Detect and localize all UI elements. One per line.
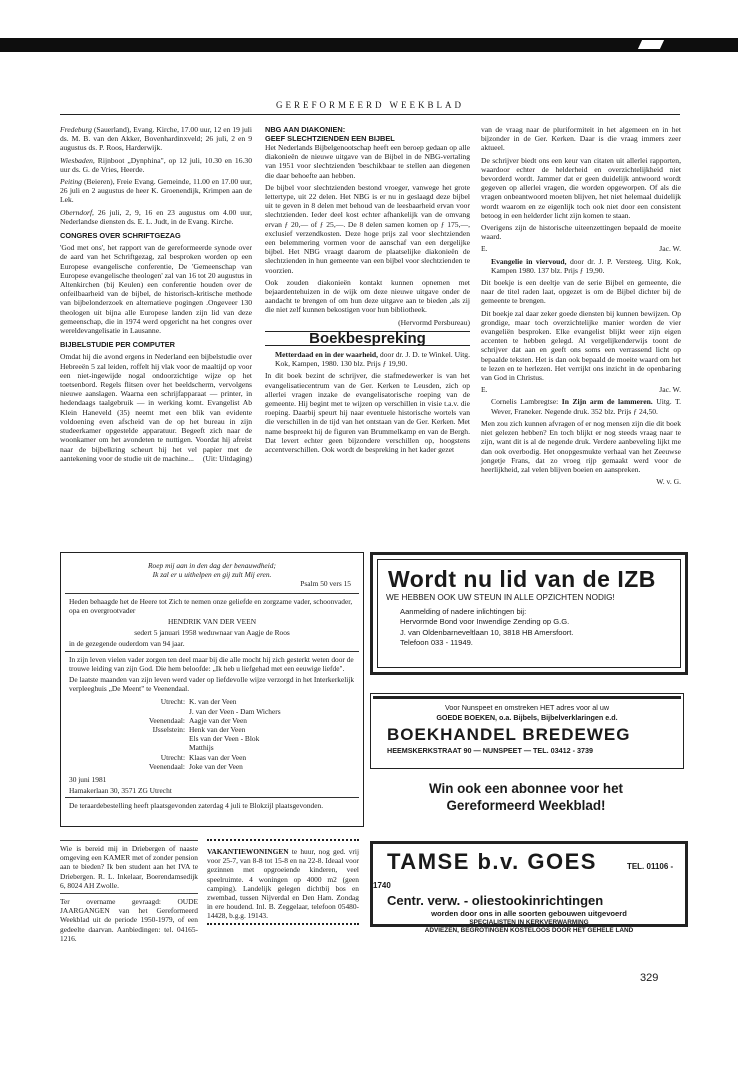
signature-name: Jac. W. <box>659 244 681 254</box>
obituary-funeral: De teraardebestelling heeft plaatsgevonden zaterdag 4 juli te Blokzijl plaatsgevonden. <box>69 801 324 811</box>
relative-row <box>69 697 355 706</box>
relative-place: IJsselstein: <box>152 725 185 735</box>
border-bottom <box>207 923 359 929</box>
deceased-subline: sedert 5 januari 1958 weduwnaar van Aagje de Roos <box>134 628 290 638</box>
advert-title: BOEKHANDEL BREDEWEG <box>387 725 631 744</box>
book-details: Uitg. T. Wever, Franeker. Negende druk. 352 blz. Prijs ƒ 24,50. <box>491 397 681 416</box>
relative-place: Utrecht: <box>160 697 185 707</box>
classified-jaargangen: Ter overname gevraagd: OUDE JAARGANGEN van het Gereformeerd Weekblad uit de periode 1950-1979, of een gedeelte daarvan. Aanbiedingen: tel. 04165-1216. <box>60 897 198 943</box>
signature-3: W. v. G. <box>656 477 681 487</box>
divider <box>65 593 359 594</box>
place-name: Oberndorf, <box>60 207 94 217</box>
relative-place <box>69 743 189 752</box>
heading-nbg-2: GEEF SLECHTZIENDEN EEN BIJBEL <box>265 134 395 143</box>
review-p2: De schrijver biedt ons een keur van citaten uit allerlei rapporten, waardoor echter de helderheid en overzichtelijkheid niet bevorderd wordt. Jammer dat er geen duidelijk antwoord wordt gegeven op allerlei vragen, die worden opgeworpen. Of als die vragen onbeantwoord moeten blijven, het niet helemaal duidelijk wordt waarom en ze eigenlijk toch ook niet door een consistent betoog in een helderder licht zijn komen te staan. <box>481 155 681 220</box>
scan-edge-gap <box>638 40 664 49</box>
relative-row <box>69 734 355 743</box>
book-2-meta <box>481 257 681 275</box>
deceased-name: HENDRIK VAN DER VEEN <box>167 617 257 627</box>
column-2 <box>265 125 470 457</box>
review-p3: Overigens zijn de historische uiteenzettingen bepaald de moeite waard. <box>481 223 681 242</box>
relative-place: Utrecht: <box>160 752 185 762</box>
book-details: door dr. J. P. Versteeg. Uitg. Kok, Kampen 1980. 137 blz. Prijs ƒ 19,90. <box>491 256 681 275</box>
advert-line: Telefoon 033 - 11949. <box>400 638 473 648</box>
divider <box>65 651 359 652</box>
advert-subtitle: WE HEBBEN OOK UW STEUN IN ALLE OPZICHTEN NODIG! <box>386 593 615 602</box>
page-number: 329 <box>640 972 659 984</box>
article-nbg-p2: De bijbel voor slechtzienden bestond vroeger, vanwege het grote lettertype, uit 22 delen. Het NBG is er nu in geslaagd deze bijbel uit te geven in 8 delen met behoud van de leesbaarheid ervan voor slechtzienden. Ieder deel kost echter afhankelijk van de omvang ervan ƒ 20,— of ƒ 25,—. De 8 delen samen komen op ƒ 175,—, exclusief verzendkosten. Deze hoge prijs zal voor slechtzienden een belemmering vormen voor de aanschaf van een dergelijke bijbel. Het NBG vraagt daarom de plaatselijke diakonieën de slechtzienden in hun gemeente van een bijbel voor slechtzienden te voorzien. <box>265 182 470 275</box>
place-name: Fredeburg <box>60 125 92 134</box>
signature-2 <box>481 385 681 394</box>
relative-place <box>69 734 189 743</box>
relative-name: Klaas van der Veen <box>189 752 247 762</box>
relative-row <box>69 725 355 734</box>
book-author: Cornelis Lambregtse: <box>491 397 559 407</box>
vakantie-body: te huur, nog ged. vrij voor 25-7, van 8-8 tot 15-8 en na 22-8. Ideaal voor gezinnen met opgroeiende kinderen, veel speelruimte. 4 woningen op 4000 m2 (geen camping). Landelijk gelegen dichtbij bos en zwembad, tussen Nijverdal en Den Ham. Zondag in ere houdend. Inl. B. Zeggelaar, telefoon 05480-14428, b.g.g. 19143. <box>207 847 359 921</box>
classified-kamer: Wie is bereid mij in Driebergen of naaste omgeving een KAMER met of zonder pension aan te bieden? Ik ben student aan het IVA te Driebergen. R. L. Inkelaar, Boerendamsedijk 6, 8024 AH Zwolle. <box>60 844 198 890</box>
obituary-address: Hamakerlaan 30, 3571 ZG Utrecht <box>69 786 172 796</box>
relative-name: Matthijs <box>189 743 214 753</box>
review-p6: Men zou zich kunnen afvragen of er nog mensen zijn die dit boek niet gelezen hebben? En toch blijkt er nog steeds vraag naar te zijn, want dit is al de negende druk. Verdere aanbeveling lijkt me dan ook overbodig. Het onopgesmukte verhaal van het Zeeuwse jongetje Frans, dat zo vroeg rijp gemaakt werd voor de heerlijkheid, zal velen blijven boeien en aanspreken. <box>481 418 681 474</box>
advert-line: Voor Nunspeet en omstreken HET adres voor al uw <box>444 703 610 712</box>
article-nbg-p1: Het Nederlands Bijbelgenootschap heeft een beroep gedaan op alle diakonieën de nieuwe uitgave van de Bijbel in de NBG-vertaling van 1951 voor slechtzienden 'beschikbaar te stellen aan diegenen die daar behoefte aan hebben. <box>265 143 470 180</box>
service-text: (Sauerland), Evang. Kirche, 17.00 uur, 12 en 19 juli ds. M. B. van den Akker, Bovenhardinxveld; 26 juli, 2 en 9 augustus ds. P. Roos, Harderwijk. <box>60 125 252 153</box>
book-title: Evangelie in viervoud, <box>491 256 567 266</box>
classified-vakantie <box>207 837 359 931</box>
advert-line: Centr. verw. - oliestookinrichtingen <box>387 893 604 908</box>
divider <box>60 840 198 841</box>
divider <box>65 797 359 798</box>
masthead-rule <box>60 114 680 115</box>
advert-izb <box>370 552 688 675</box>
place-name: Peiting <box>60 177 82 187</box>
source-credit: (Uit: Uitdaging) <box>202 453 252 463</box>
article-congres: 'God met ons', het rapport van de gereformeerde synode over de aard van het Schriftgezag, zal besproken worden op een Europese evangelische conferentie, De 'Gemeenschap van Europese evangelische theologen' zal van 16 tot 20 augustus in Altenkirchen (bij Keulen) een conferentie houden over de onfeilbaarheid van de bijbel, de historisch-kritische methode van bijbelonderzoek en alternatieve pogingen .Ongeveer 130 theologen uit bijna alle Europese landen zijn lid van deze gemeenschap, die in 1974 werd opgericht na het congres over wereldevangelisatie in Lausanne. <box>60 243 252 336</box>
service-peiting <box>60 177 252 205</box>
subscriber-call <box>370 780 682 814</box>
advert-rule <box>373 696 681 699</box>
heading-congres: CONGRES OVER SCHRIFTGEZAG <box>60 231 181 241</box>
relative-row <box>69 716 355 725</box>
review-p4: Dit boekje is een deeltje van de serie Bijbel en gemeente, die naar de titel raden laat, opgezet is om de Bijbel dichter bij de gemeente te brengen. <box>481 278 681 306</box>
advert-phone: TEL. 01106 - 1740 <box>373 862 674 890</box>
book-1-meta <box>265 350 470 368</box>
vakantie-heading: VAKANTIEWONINGEN <box>207 847 289 856</box>
relative-name: J. van der Veen - Dam Wichers <box>189 706 281 716</box>
psalm-reference: Psalm 50 vers 15 <box>300 579 351 589</box>
relative-place: Veenendaal: <box>148 761 185 771</box>
book-3-meta <box>481 397 681 415</box>
service-oberndorf <box>60 208 252 226</box>
service-wiesbaden <box>60 156 252 174</box>
relative-name: Henk van der Veen <box>189 725 246 735</box>
scan-edge <box>0 38 738 52</box>
obituary-text-1: In zijn leven vielen vader zorgen ten deel maar bij die alle mocht hij zich gesterkt weten door de trouwe leiding van zijn God. Die hem beloofde: „Ik heb u liefgehad met een eeuwige liefde". <box>69 654 354 673</box>
advert-line: GOEDE BOEKEN, o.a. Bijbels, Bijbelverklaringen e.d. <box>436 713 618 722</box>
relative-name: Joke van der Veen <box>189 761 243 771</box>
relative-name: Aagje van der Veen <box>189 715 247 725</box>
article-text: Omdat hij die avond ergens in Nederland een bijbelstudie over Hebreeën 5 zal leiden, roffelt hij vlak voor de maaltijd op voor een niet-ingewijde nogal ondoorzichtige wijze op het toetsenbord. Regels flitsen over het beeldscherm, vervolgens nieuwe aanslagen. Waarna een schrijfapparaat — printer, in hedendaags taalgebruik — in werking komt. Evangelist Ab Klein Haneveld (35) neemt met een blik van evidente voldoening even afscheid van de op het bureau in zijn studeerkamer opgestelde apparatuur. Begeeft zich naar de woonkamer om het avondeten te nuttigen. Voordat hij afreist naar de bijbelkring scheurt hij het vel papier met de aantekening voor de studie uit de machine... <box>60 352 252 463</box>
place-name: Wiesbaden, <box>60 155 95 165</box>
advert-address: HEEMSKERKSTRAAT 90 — NUNSPEET — TEL. 03412 - 3739 <box>387 746 593 755</box>
article-bijbelstudie <box>60 352 252 462</box>
book-title: Metterdaad en in der waarheid, <box>275 350 379 360</box>
obituary-notice <box>60 552 364 827</box>
relative-place: Veenendaal: <box>148 715 185 725</box>
subscriber-line-2: Gereformeerd Weekblad! <box>446 798 606 813</box>
scan-border <box>0 0 738 54</box>
review-p5: Dit boekje zal daar zeker goede diensten bij kunnen bewijzen. Op grondige, maar toch overzichtelijke manier worden de vier evangeliën besproken. Elke evangelist blijkt weer zijn eigen accenten te hebben gelegd. Al vergelijkenderwijs toont de schrijver dat aan en geeft ons soms een verrassend licht op bepaalde teksten. Het is dan ook bepaald de moeite waard om het te lezen en te herlezen. Het verrijkt ons inzicht in de openbaring van God in Christus. <box>481 308 681 383</box>
heading-nbg-1: NBG AAN DIAKONIEN: <box>265 125 346 134</box>
book-details: door dr. J. D. te Winkel. Uitg. Kok, Kampen, 1980. 130 blz. Prijs ƒ 19,90. <box>275 350 471 369</box>
subscriber-line-1: Win ook een abonnee voor het <box>428 781 624 796</box>
service-fredeburg <box>60 125 252 153</box>
vakantie-text <box>207 847 359 921</box>
service-text: (Beieren), Freie Evang. Gemeinde, 11.00 en 17.00 uur, 26 juli en 2 augustus de heer K. Groenendijk, Krimpen aan de Lek. <box>60 177 252 205</box>
source-credit: (Hervormd Persbureau) <box>398 317 470 327</box>
service-text: Rijnboot „Dynphina", op 12 juli, 10.30 en 16.30 uur ds. G. de Vries, Heerde. <box>60 155 252 174</box>
service-text: 26 juli, 2, 9, 16 en 23 augustus om 4.00 uur, Nederlandse diensten ds. E. L. Judt, in de Evang. Kirche. <box>60 207 252 226</box>
relative-row <box>69 743 355 752</box>
signature-name: Jac. W. <box>659 385 681 395</box>
advert-title: TAMSE b.v. GOES <box>387 849 597 874</box>
review-p1: van de vraag naar de pluriformiteit in het algemeen en in het bijzonder in de Ger. Kerken. Daar is die vraag immers zeer aktueel. <box>481 125 681 153</box>
relative-name: Els van der Veen - Blok <box>189 734 260 744</box>
bible-verse-line-1: Roep mij aan in den dag der benauwdheid; <box>148 561 276 570</box>
relative-row <box>69 707 355 716</box>
advert-frame <box>377 559 681 668</box>
advert-line: Hervormde Bond voor Inwendige Zending op G.G. <box>400 617 570 627</box>
signature-initial: E. <box>481 385 488 395</box>
classified-ads <box>60 837 198 946</box>
relatives-list <box>69 697 355 771</box>
relative-name: K. van der Veen <box>189 697 237 707</box>
advert-line: worden door ons in alle soorten gebouwen uitgevoerd <box>431 909 627 918</box>
signature-1 <box>481 244 681 253</box>
column-1 <box>60 125 252 466</box>
masthead: GEREFORMEERD WEEKBLAD <box>275 100 465 110</box>
book-title: In Zijn arm de lammeren. <box>558 397 653 407</box>
signature-initial: E. <box>481 244 488 254</box>
obituary-intro: Heden behaagde het de Heere tot Zich te nemen onze geliefde en zorgzame vader, schoonvader, opa en overgrootvader <box>69 596 353 615</box>
book-1-review: In dit boek bezint de schrijver, die stafmedewerker is van het evangelisatiecentrum van de Ger. Kerken te Leusden, zich op allerlei vragen inzake de evangelisatorische roeping van de gemeente. Hij begint met te wijzen op verschillen in visie t.a.v. die roeping. Daarbij speurt hij naar eventuele historische wortels van die verschillen in de tijd van het ontstaan van de Ger. Kerken. Met name bespreekt hij de figuren van Brummelkamp en van de Bergh. Dat levert echter geen bijzondere verschillen op, hoogstens accentverschillen. Ook wordt de bespreking in het kader gezet <box>265 371 470 455</box>
obituary-date: 30 juni 1981 <box>69 775 107 785</box>
deceased-age: in de gezegende ouderdom van 94 jaar. <box>69 639 185 649</box>
obituary-text-2: De laatste maanden van zijn leven werd vader op liefdevolle wijze verzorgd in het Interkerkelijk verpleeghuis „De Meent" te Veenendaal. <box>69 675 355 694</box>
border-top <box>207 839 359 845</box>
article-nbg-p3: Ook zouden diakonieën kontakt kunnen opnemen met bejaardentehuizen in de wijk om deze nieuwe uitgave onder de aandacht te brengen of om hun deze uitgave aan te bieden ,als zij die niet zelf kunnen bekostigen voor hun bibliotheek. <box>265 277 470 315</box>
heading-bijbelstudie: BIJBELSTUDIE PER COMPUTER <box>60 340 175 350</box>
relative-row <box>69 762 355 771</box>
advert-tamse <box>370 841 688 934</box>
relative-place <box>69 707 189 716</box>
advert-title: Wordt nu lid van de IZB <box>388 566 656 592</box>
advert-line: Aanmelding of nadere inlichtingen bij: <box>400 607 527 616</box>
column-3 <box>481 125 681 489</box>
bible-verse-line-2: Ik zal er u uithelpen en gij zult Mij eren. <box>152 570 272 580</box>
relative-row <box>69 753 355 762</box>
advert-bredeweg <box>370 693 684 769</box>
section-title-boekbespreking: Boekbespreking <box>265 331 470 346</box>
divider <box>60 893 198 894</box>
advert-line: J. van Oldenbarneveltlaan 10, 3818 HB Amersfoort. <box>400 627 574 637</box>
advert-line: SPECIALISTEN IN KERKVERWARMING <box>469 919 589 926</box>
advert-line: ADVIEZEN, BEGROTINGEN KOSTELOOS DOOR HET GEHELE LAND <box>424 927 634 934</box>
